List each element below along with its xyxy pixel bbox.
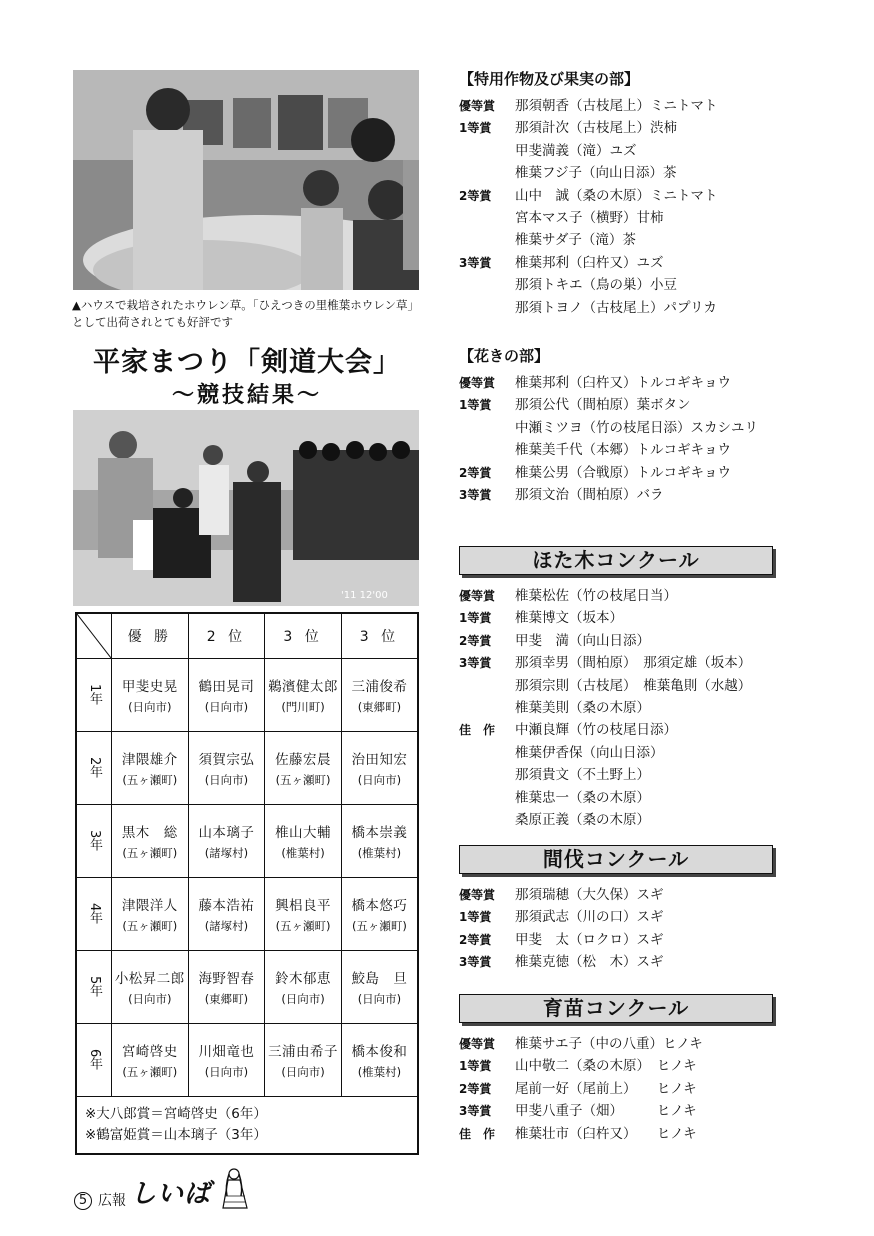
result-cell — [112, 951, 189, 1024]
result-cell — [341, 805, 418, 878]
result-cell — [265, 878, 342, 951]
kendo-photo — [73, 410, 419, 606]
award-row — [459, 417, 779, 439]
award-row — [459, 1033, 779, 1055]
award-entry: 椎葉サダ子（滝）茶 — [515, 232, 636, 249]
competitor-name: 三浦由希子 — [268, 1044, 339, 1060]
table-header-row — [76, 613, 418, 659]
publication-label: 広報 — [98, 1193, 126, 1209]
competitor-hometown: (日向市) — [204, 700, 249, 714]
award-entry: 甲斐 太（ロクロ）スギ — [515, 931, 664, 948]
competitor-name: 川畑竜也 — [198, 1044, 255, 1060]
column-header-third: 3 位 — [265, 613, 342, 659]
award-row — [459, 719, 779, 741]
award-row — [459, 652, 779, 674]
award-entry: 甲斐 満（向山日添） — [515, 632, 650, 649]
competitor-hometown: (東郷町) — [204, 992, 249, 1006]
award-row — [459, 372, 779, 394]
grade-label: 2年 — [76, 732, 112, 805]
competitor-name: 橋本悠巧 — [351, 898, 408, 914]
competitor-name: 甲斐史晃 — [121, 679, 178, 695]
competitor-name: 鮫島 旦 — [351, 971, 408, 987]
award-row — [459, 462, 779, 484]
special-award-note: ※鶴富姫賞＝山本璃子（3年） — [85, 1127, 267, 1143]
award-rank — [459, 297, 515, 319]
award-rank — [459, 229, 515, 251]
competitor-name: 興梠良平 — [275, 898, 332, 914]
award-entry: 椎葉邦利（臼杵又）ユズ — [515, 254, 664, 271]
competitor-hometown: (日向市) — [204, 773, 249, 787]
competitor-name: 佐藤宏晨 — [275, 752, 332, 768]
grade-label: 5年 — [76, 951, 112, 1024]
award-entry: 椎葉伊香保（向山日添） — [515, 744, 664, 761]
result-cell — [265, 1024, 342, 1097]
award-entry: 椎葉忠一（桑の木原） — [515, 789, 650, 806]
award-entry: 那須朝香（古枝尾上）ミニトマト — [515, 98, 718, 114]
award-entry: 桑原正義（桑の木原） — [515, 812, 650, 829]
competitor-name: 黒木 総 — [121, 825, 178, 841]
result-cell — [265, 951, 342, 1024]
competitor-name: 山本璃子 — [198, 825, 255, 841]
award-entry: 那須武志（川の口）スギ — [515, 909, 664, 926]
result-cell — [112, 732, 189, 805]
competitor-name: 宮崎啓史 — [121, 1044, 178, 1060]
award-row — [459, 252, 779, 274]
column-header-third-2: 3 位 — [341, 613, 418, 659]
award-row — [459, 742, 779, 764]
award-row — [459, 764, 779, 786]
competitor-name: 鶴田晃司 — [198, 679, 255, 695]
grade-label: 6年 — [76, 1024, 112, 1097]
competitor-hometown: (日向市) — [128, 992, 172, 1006]
award-rank — [459, 742, 515, 764]
crops-section — [459, 68, 779, 319]
competitor-hometown: (日向市) — [281, 992, 325, 1006]
competitor-name: 津隈洋人 — [121, 898, 178, 914]
result-cell — [188, 659, 265, 732]
competitor-hometown: (五ヶ瀬町) — [122, 846, 178, 860]
competitor-name: 鈴木郁恵 — [275, 971, 332, 987]
award-row — [459, 1078, 779, 1100]
flowers-list — [459, 372, 779, 506]
crops-list — [459, 95, 779, 319]
award-row — [459, 585, 779, 607]
grade-label: 4年 — [76, 878, 112, 951]
column-header-second: 2 位 — [188, 613, 265, 659]
award-entry: 中瀬良輝（竹の枝尾日添） — [515, 722, 677, 739]
award-row — [459, 787, 779, 809]
competitor-name: 橋本俊和 — [351, 1044, 408, 1060]
competitor-hometown: (五ヶ瀬町) — [122, 919, 178, 933]
award-row — [459, 607, 779, 629]
result-cell — [112, 659, 189, 732]
award-entry: 椎葉美千代（本郷）トルコギキョウ — [515, 442, 731, 459]
thinning-list — [459, 884, 779, 974]
special-award-note: ※大八郎賞＝宮崎啓史（6年） — [85, 1106, 267, 1122]
award-row — [459, 1055, 779, 1077]
award-rank: 1等賞 — [459, 398, 492, 413]
award-rank — [459, 439, 515, 461]
award-rank: 3等賞 — [459, 1104, 492, 1119]
award-row — [459, 207, 779, 229]
competitor-name: 治田知宏 — [351, 752, 408, 768]
competitor-hometown: (五ヶ瀬町) — [122, 1065, 178, 1079]
result-cell — [188, 1024, 265, 1097]
seedling-list — [459, 1033, 779, 1145]
competitor-hometown: (諸塚村) — [204, 919, 249, 933]
award-row — [459, 951, 779, 973]
seedling-contest-banner: 育苗コンクール — [459, 994, 773, 1023]
result-cell — [188, 732, 265, 805]
award-rank: 優等賞 — [459, 888, 496, 902]
award-entry: 椎葉公男（合戦原）トルコギキョウ — [515, 464, 731, 481]
competitor-name: 椎山大輔 — [275, 825, 332, 841]
hotagi-section — [459, 546, 779, 831]
award-rank: 優等賞 — [459, 1037, 496, 1051]
award-rank: 優等賞 — [459, 589, 496, 603]
award-rank: 佳 作 — [459, 723, 496, 738]
competitor-hometown: (五ヶ瀬町) — [275, 919, 331, 933]
competitor-hometown: (椎葉村) — [357, 1065, 402, 1079]
award-row — [459, 1100, 779, 1122]
award-row — [459, 117, 779, 139]
award-rank — [459, 809, 515, 831]
award-rank: 2等賞 — [459, 465, 492, 480]
award-row — [459, 297, 779, 319]
award-entry: 那須計次（古枝尾上）渋柿 — [515, 120, 677, 137]
competitor-name: 津隈雄介 — [121, 752, 178, 768]
award-rank: 2等賞 — [459, 633, 492, 648]
notes-row — [76, 1097, 418, 1155]
competitor-hometown: (日向市) — [204, 1065, 249, 1079]
award-row — [459, 140, 779, 162]
award-entry: 那須トキエ（鳥の巣）小豆 — [515, 277, 677, 294]
award-row — [459, 675, 779, 697]
award-entry: 那須文治（間柏原）バラ — [515, 487, 664, 504]
table-row — [76, 659, 418, 732]
result-cell — [265, 805, 342, 878]
award-entry: 中瀬ミツヨ（竹の枝尾日添）スカシユリ — [515, 419, 758, 436]
competitor-name: 橋本崇義 — [351, 825, 408, 841]
crops-section-title: 【特用作物及び果実の部】 — [459, 70, 640, 88]
competitor-hometown: (日向市) — [281, 1065, 325, 1079]
noblewoman-icon — [217, 1166, 251, 1210]
spinach-photo — [73, 70, 419, 290]
thinning-contest-banner: 間伐コンクール — [459, 845, 773, 874]
award-rank: 1等賞 — [459, 910, 492, 925]
award-rank: 2等賞 — [459, 1081, 492, 1096]
award-entry: 那須瑞穂（大久保）スギ — [515, 887, 664, 903]
award-row — [459, 484, 779, 506]
hotagi-contest-banner: ほた木コンクール — [459, 546, 773, 575]
competitor-hometown: (椎葉村) — [357, 846, 402, 860]
competitor-name: 藤本浩祐 — [198, 898, 255, 914]
award-entry: 椎葉サエ子（中の八重）ヒノキ — [515, 1036, 703, 1052]
competitor-hometown: (日向市) — [357, 992, 402, 1006]
kanbatsu-section — [459, 845, 779, 974]
result-cell — [265, 659, 342, 732]
result-cell — [341, 659, 418, 732]
award-rank — [459, 697, 515, 719]
award-rank: 優等賞 — [459, 99, 496, 113]
competitor-hometown: (椎葉村) — [281, 846, 325, 860]
award-rank: 3等賞 — [459, 955, 492, 970]
award-row — [459, 394, 779, 416]
competitor-hometown: (五ヶ瀬町) — [122, 773, 178, 787]
result-cell — [112, 1024, 189, 1097]
hotagi-list — [459, 585, 779, 831]
competitor-hometown: (門川町) — [281, 700, 325, 714]
competitor-hometown: (諸塚村) — [204, 846, 249, 860]
award-rank — [459, 207, 515, 229]
award-entry: 那須トヨノ（古枝尾上）パプリカ — [515, 299, 717, 316]
flowers-section — [459, 345, 779, 506]
result-cell — [112, 805, 189, 878]
result-cell — [112, 878, 189, 951]
table-row — [76, 732, 418, 805]
award-rank: 1等賞 — [459, 121, 492, 136]
award-entry: 宮本マス子（横野）甘柿 — [515, 210, 664, 227]
award-row — [459, 95, 779, 117]
competitor-hometown: (五ヶ瀬町) — [275, 773, 331, 787]
award-entry: 椎葉邦利（臼杵又）トルコギキョウ — [515, 375, 731, 391]
photo-datestamp: '11 12'00 — [341, 590, 388, 601]
award-entry: 椎葉克徳（松 木）スギ — [515, 954, 664, 971]
award-row — [459, 929, 779, 951]
result-cell — [265, 732, 342, 805]
award-rank: 2等賞 — [459, 932, 492, 947]
award-entry: 椎葉フジ子（向山日添）茶 — [515, 165, 677, 182]
publication-logo: しいば — [130, 1179, 212, 1209]
grade-label: 1年 — [76, 659, 112, 732]
competitor-hometown: (東郷町) — [357, 700, 402, 714]
result-cell — [188, 805, 265, 878]
kendo-subtitle: 〜競技結果〜 — [171, 383, 322, 408]
column-header-winner: 優 勝 — [112, 613, 189, 659]
award-rank: 1等賞 — [459, 1059, 492, 1074]
competitor-name: 海野智春 — [198, 971, 255, 987]
award-rank — [459, 417, 515, 439]
award-row — [459, 906, 779, 928]
result-cell — [341, 951, 418, 1024]
award-row — [459, 1123, 779, 1145]
award-row — [459, 229, 779, 251]
flowers-section-title: 【花きの部】 — [459, 347, 550, 365]
award-rank: 3等賞 — [459, 656, 492, 671]
award-rank — [459, 787, 515, 809]
competitor-hometown: (日向市) — [357, 773, 402, 787]
result-cell — [188, 951, 265, 1024]
competitor-name: 小松昇二郎 — [114, 971, 185, 987]
award-row — [459, 630, 779, 652]
result-cell — [341, 1024, 418, 1097]
award-row — [459, 809, 779, 831]
award-rank: 3等賞 — [459, 488, 492, 503]
award-entry: 椎葉壮市（臼杵又） ヒノキ — [515, 1125, 697, 1142]
award-entry: 山中敬二（桑の木原） ヒノキ — [515, 1058, 697, 1075]
award-rank: 優等賞 — [459, 376, 496, 390]
result-cell — [341, 878, 418, 951]
ikubyo-section — [459, 994, 779, 1145]
award-entry: 那須幸男（間柏原） 那須定雄（坂本） — [515, 655, 752, 672]
award-entry: 那須貴文（不土野上） — [515, 767, 650, 784]
special-awards-notes — [76, 1097, 418, 1155]
award-rank — [459, 162, 515, 184]
competitor-name: 三浦俊希 — [351, 679, 408, 695]
award-row — [459, 697, 779, 719]
table-row — [76, 951, 418, 1024]
award-entry: 甲斐満義（滝）ユズ — [515, 142, 637, 159]
award-row — [459, 274, 779, 296]
kendo-title: 平家まつり「剣道大会」 — [93, 347, 401, 378]
photo-caption: ▲ハウスで栽培されたホウレン草。「ひえつきの里椎葉ホウレン草」として出荷されとても好評です — [72, 298, 419, 329]
award-rank — [459, 675, 515, 697]
award-entry: 甲斐八重子（畑） ヒノキ — [515, 1103, 697, 1120]
page-number: 5 — [74, 1192, 92, 1210]
kendo-results-table — [75, 612, 419, 1155]
diagonal-corner-cell — [76, 613, 112, 659]
page-footer — [74, 1166, 251, 1210]
result-cell — [188, 878, 265, 951]
competitor-name: 鵜濱健太郎 — [268, 679, 339, 695]
award-row — [459, 162, 779, 184]
award-entry: 尾前一好（尾前上） ヒノキ — [515, 1080, 697, 1097]
award-rank: 佳 作 — [459, 1126, 496, 1141]
result-cell — [341, 732, 418, 805]
award-entry: 椎葉博文（坂本） — [515, 610, 623, 627]
award-row — [459, 884, 779, 906]
award-entry: 那須宗則（古枝尾） 椎葉亀則（水越） — [515, 677, 752, 694]
award-row — [459, 185, 779, 207]
award-rank — [459, 140, 515, 162]
award-rank: 3等賞 — [459, 255, 492, 270]
award-rank: 2等賞 — [459, 188, 492, 203]
award-rank — [459, 764, 515, 786]
competitor-hometown: (日向市) — [128, 700, 172, 714]
award-rank: 1等賞 — [459, 611, 492, 626]
award-rank — [459, 274, 515, 296]
competitor-name: 須賀宗弘 — [198, 752, 255, 768]
award-entry: 那須公代（間柏原）葉ボタン — [515, 397, 691, 414]
award-entry: 山中 誠（桑の木原）ミニトマト — [515, 187, 718, 204]
award-entry: 椎葉美則（桑の木原） — [515, 700, 650, 717]
award-entry: 椎葉松佐（竹の枝尾日当） — [515, 588, 677, 604]
table-row — [76, 805, 418, 878]
table-row — [76, 878, 418, 951]
table-row — [76, 1024, 418, 1097]
competitor-hometown: (五ヶ瀬町) — [351, 919, 407, 933]
grade-label: 3年 — [76, 805, 112, 878]
award-row — [459, 439, 779, 461]
